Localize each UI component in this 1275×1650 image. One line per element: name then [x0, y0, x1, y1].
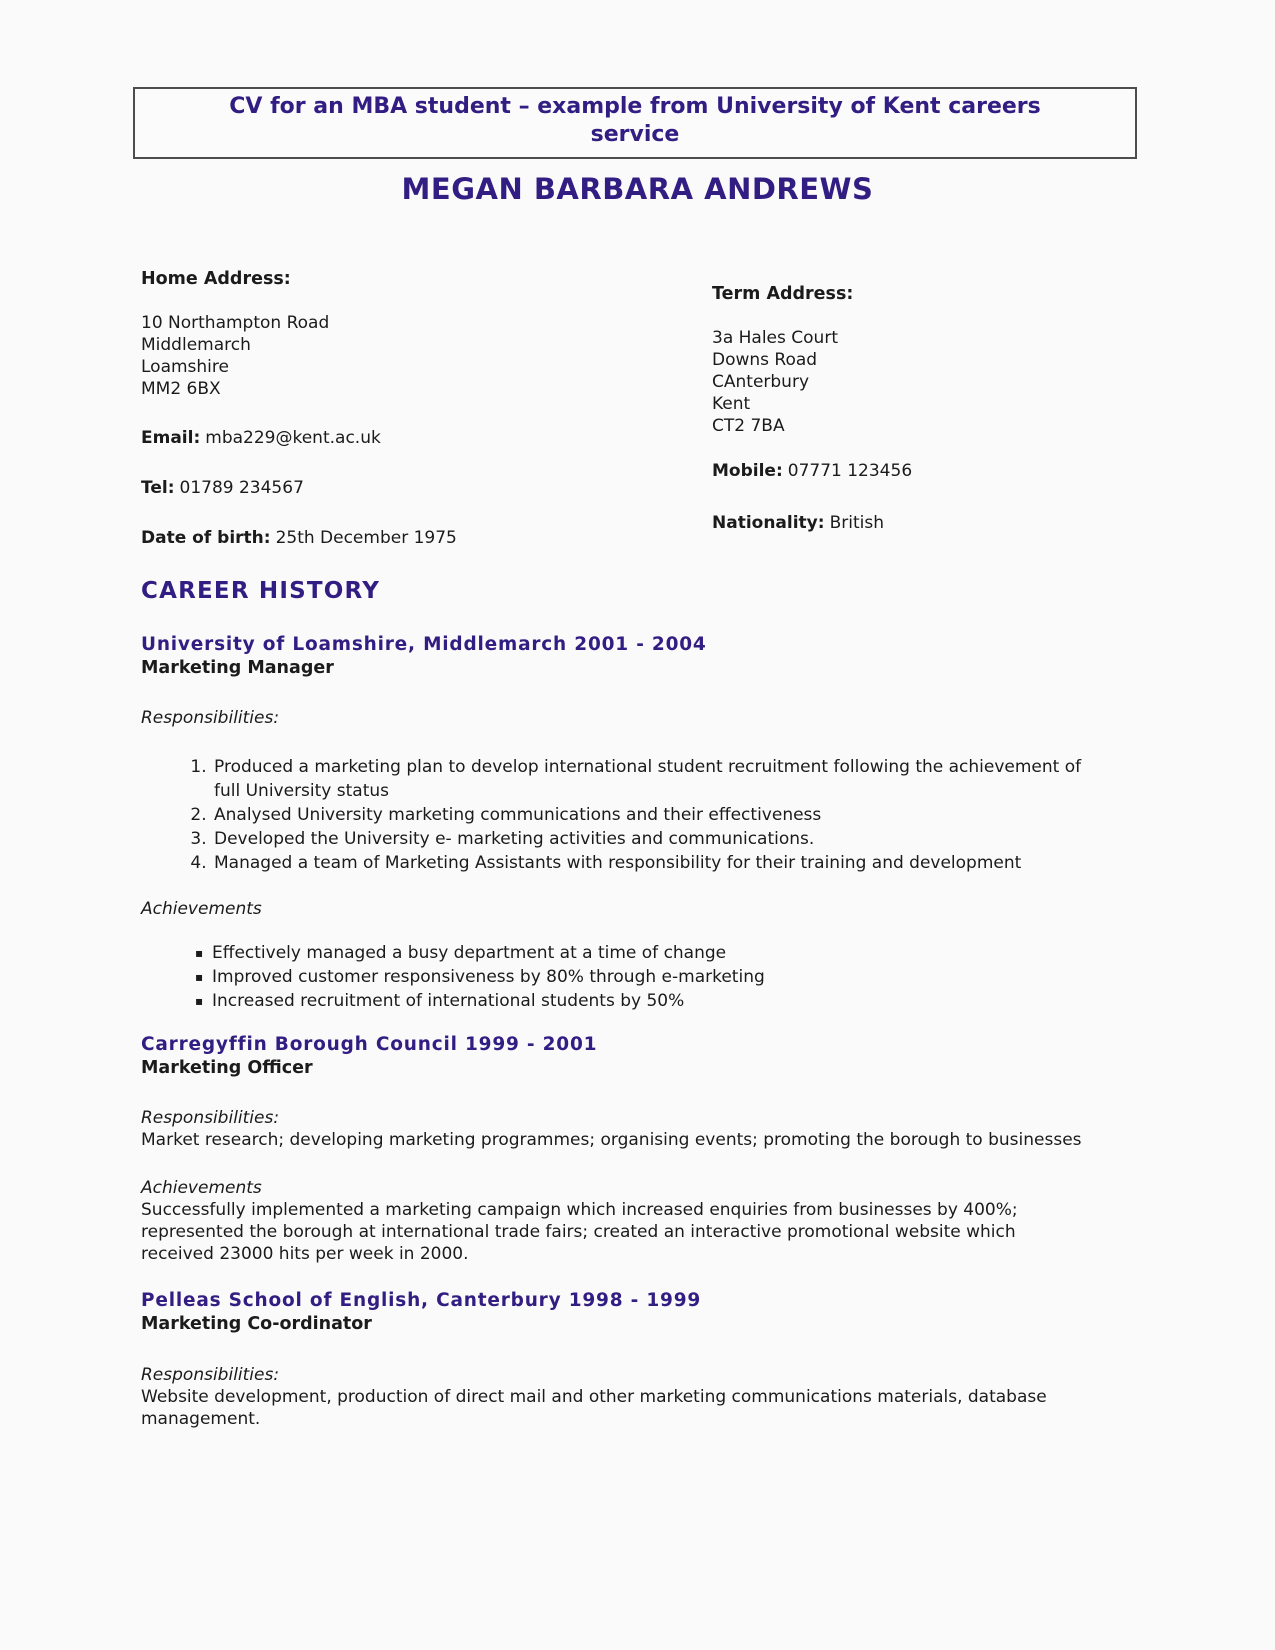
- list-item: Middlemarch: [141, 335, 251, 355]
- mobile-label: Mobile:: [712, 461, 783, 481]
- career-history-section: [141, 578, 1086, 1430]
- job-org-university-of-loamshire: University of Loamshire, Middlemarch 2001 - 2004: [141, 634, 707, 655]
- achievements-text: Successfully implemented a marketing campaign which increased enquiries from businesses by 400%; represented the borough at international trade fairs; created an interactive promotional website which received 23000 hits per week in 2000.: [141, 1200, 1018, 1264]
- list-item: Loamshire: [141, 357, 229, 377]
- nationality-row: [712, 512, 1152, 534]
- list-item: ▪ Increased recruitment of international students by 50%: [212, 989, 1086, 1013]
- email-label: Email:: [141, 428, 201, 448]
- home-address-label: Home Address:: [141, 269, 291, 289]
- responsibilities-label: Responsibilities:: [141, 708, 280, 728]
- term-address-block: [712, 283, 1152, 534]
- career-history-heading: CAREER HISTORY: [141, 578, 381, 604]
- list-item: 10 Northampton Road: [141, 313, 330, 333]
- email-row: [141, 427, 701, 449]
- responsibilities-label: Responsibilities:: [141, 1108, 280, 1128]
- list-item: 3a Hales Court: [712, 328, 838, 348]
- list-item: 1. Produced a marketing plan to develop international student recruitment following the achievement of full University status: [212, 755, 1086, 803]
- list-item: 4. Managed a team of Marketing Assistants with responsibility for their training and development: [212, 851, 1086, 875]
- candidate-name: MEGAN BARBARA ANDREWS: [401, 172, 874, 206]
- date-of-birth-label: Date of birth:: [141, 528, 271, 548]
- job-role: Marketing Manager: [141, 658, 334, 678]
- list-item: MM2 6BX: [141, 379, 221, 399]
- document-title-banner: [133, 87, 1137, 159]
- home-address-block: [141, 268, 701, 549]
- list-item: ▪ Improved customer responsiveness by 80% through e-marketing: [212, 965, 1086, 989]
- date-of-birth-row: [141, 527, 701, 549]
- job-org-carregyffin-borough-council: Carregyffin Borough Council 1999 - 2001: [141, 1034, 598, 1055]
- mobile-value: 07771 123456: [787, 461, 913, 481]
- responsibilities-label: Responsibilities:: [141, 1365, 280, 1385]
- list-item: 2. Analysed University marketing communications and their effectiveness: [212, 803, 1086, 827]
- date-of-birth-value: 25th December 1975: [275, 528, 457, 548]
- term-address-lines: [712, 327, 1152, 437]
- tel-label: Tel:: [141, 478, 175, 498]
- home-address-lines: [141, 312, 701, 400]
- achievements-list: [141, 941, 1086, 1013]
- list-item: Kent: [712, 394, 751, 414]
- list-item: CAnterbury: [712, 372, 810, 392]
- email-value: mba229@kent.ac.uk: [205, 428, 381, 448]
- nationality-label: Nationality:: [712, 513, 825, 533]
- list-item: 3. Developed the University e- marketing activities and communications.: [212, 827, 1086, 851]
- achievements-label: Achievements: [141, 899, 262, 919]
- nationality-value: British: [829, 513, 884, 533]
- tel-value: 01789 234567: [179, 478, 304, 498]
- tel-row: [141, 477, 701, 499]
- list-item: Downs Road: [712, 350, 818, 370]
- list-item: CT2 7BA: [712, 416, 785, 436]
- job-org-pelleas-school-of-english: Pelleas School of English, Canterbury 1998 - 1999: [141, 1290, 702, 1311]
- achievements-label: Achievements: [141, 1178, 262, 1198]
- list-item: ▪ Effectively managed a busy department at a time of change: [212, 941, 1086, 965]
- term-address-label: Term Address:: [712, 284, 854, 304]
- mobile-row: [712, 460, 1152, 482]
- responsibilities-list: [141, 755, 1086, 875]
- responsibilities-text: Website development, production of direct mail and other marketing communications materials, database management.: [141, 1387, 1047, 1429]
- responsibilities-text: Market research; developing marketing programmes; organising events; promoting the borough to businesses: [141, 1130, 1082, 1150]
- job-role: Marketing Officer: [141, 1058, 313, 1078]
- document-title: CV for an MBA student – example from University of Kent careers service: [229, 94, 1041, 147]
- job-role: Marketing Co-ordinator: [141, 1314, 372, 1334]
